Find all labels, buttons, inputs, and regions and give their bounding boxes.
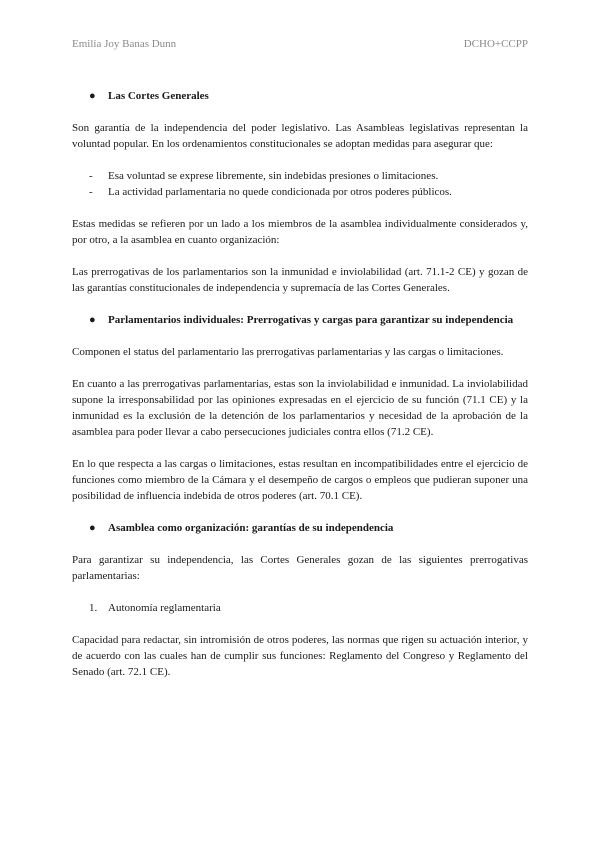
- dash-list: [72, 168, 528, 200]
- item-number: 1.: [89, 602, 98, 614]
- dash-icon: -: [89, 186, 93, 198]
- list-item-text: Esa voluntad se exprese libremente, sin indebidas presiones o limitaciones.: [108, 170, 439, 182]
- paragraph: Capacidad para redactar, sin intromisión de otros poderes, las normas que rigen su actuación interior, y de acuerdo con las cuales han de cumplir sus funciones: Reglamento del Congreso y Reglamento del Senado (art. 72.1 CE).: [72, 634, 528, 678]
- paragraph: Estas medidas se refieren por un lado a los miembros de la asamblea individualmente considerados y, por otro, a la asamblea en cuanto organización:: [72, 218, 528, 246]
- header-course: DCHO+CCPP: [463, 38, 528, 50]
- dash-icon: -: [89, 170, 93, 182]
- bullet-icon: ●: [89, 314, 96, 326]
- bullet-icon: ●: [89, 90, 96, 102]
- list-item: [72, 168, 528, 184]
- list-item-text: La actividad parlamentaria no quede condicionada por otros poderes públicos.: [108, 186, 452, 198]
- paragraph: Las prerrogativas de los parlamentarios son la inmunidad e inviolabilidad (art. 71.1-2 CE) y gozan de las garantías constitucionales de independencia y supremacía de las Cortes Generales.: [72, 266, 528, 294]
- section-heading-parlamentarios: [72, 312, 528, 328]
- section-heading-cortes-generales: [72, 88, 528, 104]
- heading-text: Parlamentarios individuales: Prerrogativas y cargas para garantizar su independencia: [108, 314, 514, 326]
- paragraph: Componen el status del parlamentario las prerrogativas parlamentarias y las cargas o limitaciones.: [72, 346, 504, 358]
- item-text: Autonomía reglamentaria: [108, 602, 221, 614]
- numbered-item: [72, 600, 528, 616]
- paragraph: En lo que respecta a las cargas o limitaciones, estas resultan en incompatibilidades entre el ejercicio de funciones como miembro de la Cámara y el desempeño de cargos o empleos que pudieran suponer una posibilidad de influencia indebida de otros poderes (art. 70.1 CE).: [72, 458, 528, 502]
- bullet-icon: ●: [89, 522, 96, 534]
- paragraph: Para garantizar su independencia, las Cortes Generales gozan de las siguientes prerrogativas parlamentarias:: [72, 554, 528, 582]
- heading-text: Las Cortes Generales: [108, 90, 209, 102]
- paragraph: En cuanto a las prerrogativas parlamentarias, estas son la inviolabilidad e inmunidad. La inviolabilidad supone la irresponsabilidad por las opiniones expresadas en el ejercicio de su función (71.1 CE) y la inmunidad es la exclusión de la detención de los parlamentarios y necesidad de la aprobación de la asamblea para poder llevar a cabo persecuciones judiciales contra ellos (71.2 CE).: [72, 378, 528, 438]
- page-header: [72, 38, 528, 54]
- header-author: Emilia Joy Banas Dunn: [72, 38, 177, 50]
- paragraph: Son garantía de la independencia del poder legislativo. Las Asambleas legislativas representan la voluntad popular. En los ordenamientos constitucionales se adoptan medidas para asegurar que:: [72, 122, 528, 150]
- list-item: [72, 184, 528, 200]
- heading-text: Asamblea como organización: garantías de su independencia: [108, 522, 394, 534]
- section-heading-asamblea: [72, 520, 528, 536]
- document-body: [72, 88, 528, 680]
